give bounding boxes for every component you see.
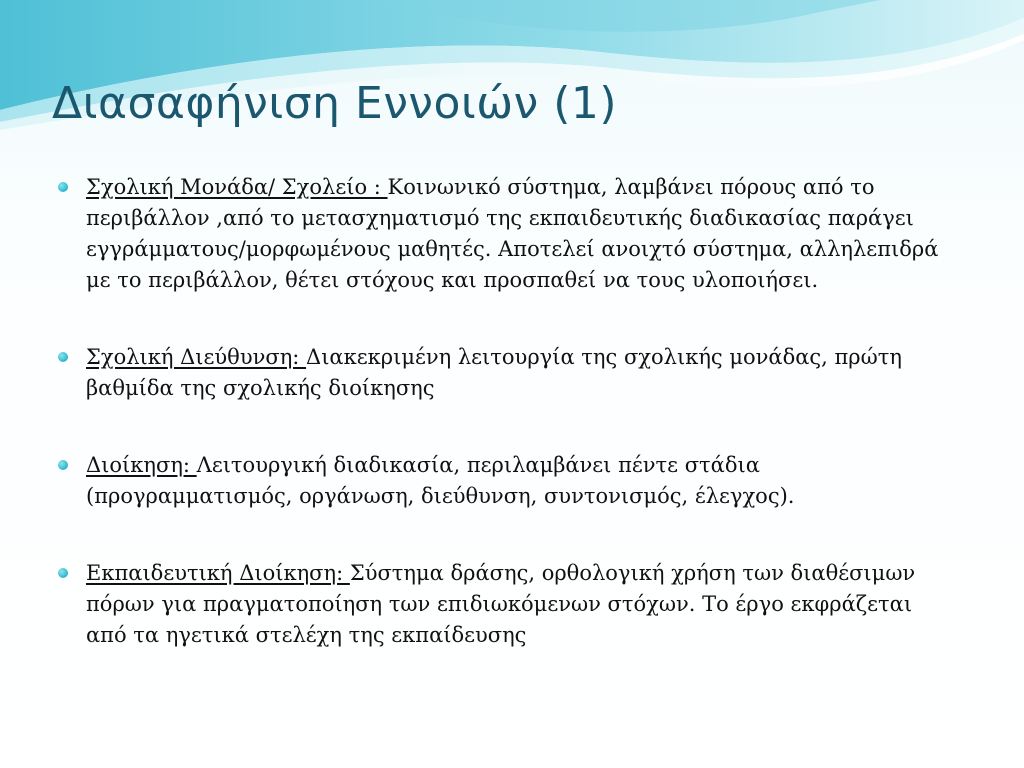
bullet-icon [58, 460, 68, 470]
slide-title: Διασαφήνιση Εννοιών (1) [52, 78, 618, 129]
bullet-item-educational-administration [58, 558, 958, 651]
bullet-icon [58, 568, 68, 578]
bullet-text: Διακεκριμένη λειτουργία της σχολικής μονάδας, πρώτη βαθμίδα της σχολικής διοίκησης [86, 345, 902, 400]
bullet-term: Σχολική Διεύθυνση: [86, 345, 307, 369]
bullet-text: Λειτουργική διαδικασία, περιλαμβάνει πέντε στάδια (προγραμματισμός, οργάνωση, διεύθυνση, συντονισμός, έλεγχος). [86, 453, 795, 508]
bullet-icon [58, 182, 68, 192]
bullet-term: Εκπαιδευτική Διοίκηση: [86, 561, 350, 585]
bullet-item-school-unit [58, 172, 958, 296]
bullet-item-school-management [58, 342, 958, 404]
bullet-list [58, 172, 958, 651]
bullet-text: Σύστημα δράσης, ορθολογική χρήση των διαθέσιμων πόρων για πραγματοποίηση των επιδιωκόμενων στόχων. Το έργο εκφράζεται από τα ηγετικά στελέχη της εκπαίδευσης [86, 561, 916, 647]
bullet-icon [58, 352, 68, 362]
bullet-term: Διοίκηση: [86, 453, 197, 477]
bullet-text: Κοινωνικό σύστημα, λαμβάνει πόρους από το περιβάλλον ,από το μετασχηματισμό της εκπαιδευτικής διαδικασίας παράγει εγγράμματους/μορφωμένους μαθητές. Αποτελεί ανοιχτό σύστημα, αλληλεπιδρά με το περιβάλλον, θέτει στόχους και προσπαθεί να τους υλοποιήσει. [86, 175, 939, 292]
bullet-item-administration [58, 450, 958, 512]
bullet-term: Σχολική Μονάδα/ Σχολείο : [86, 175, 388, 199]
